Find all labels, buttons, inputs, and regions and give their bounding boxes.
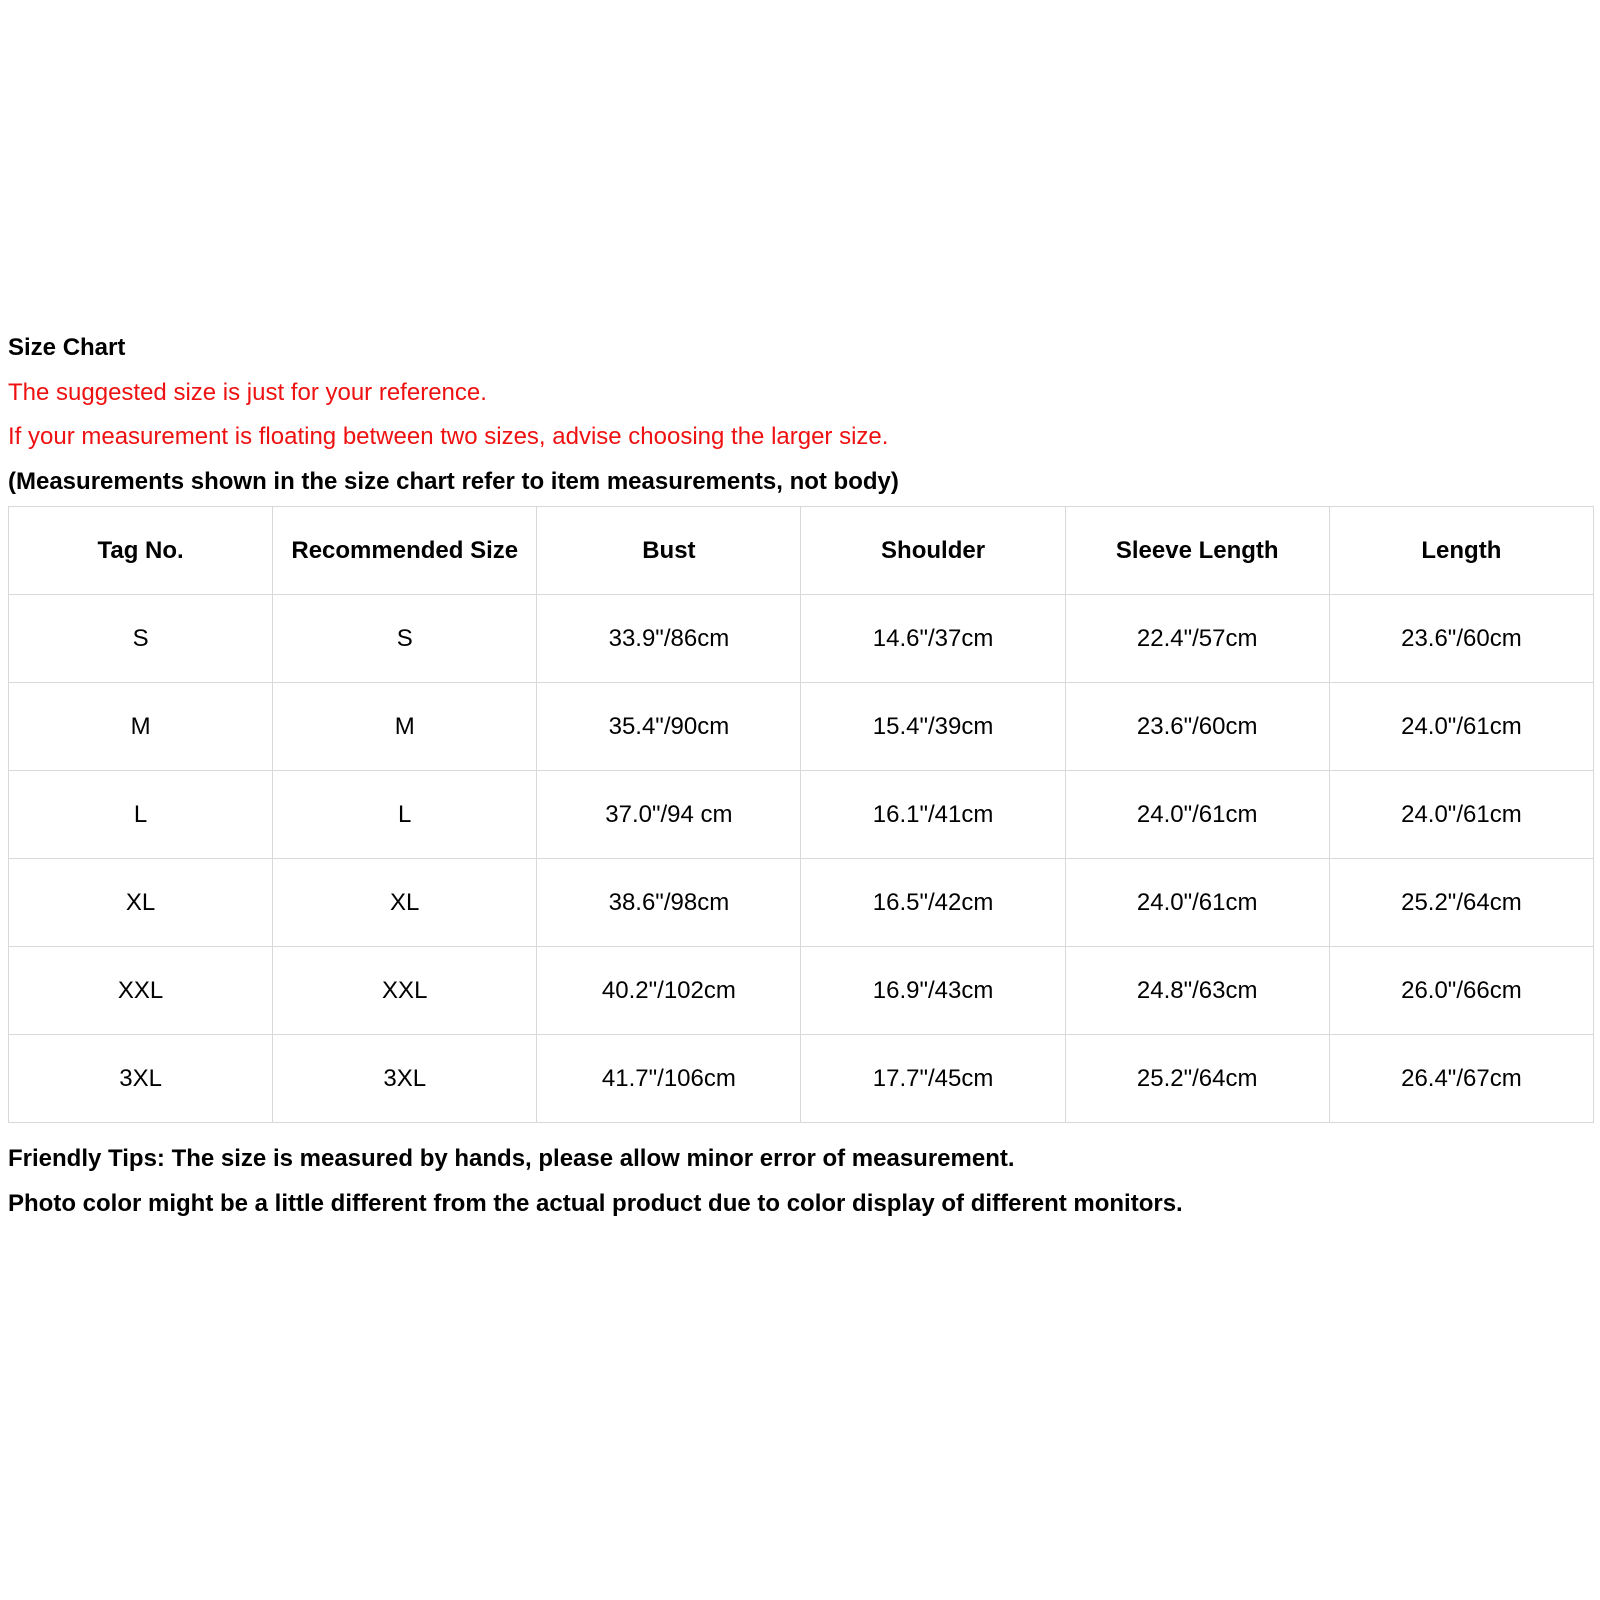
table-cell-tag-no: 3XL bbox=[9, 1035, 273, 1123]
table-cell-sleeve-length: 23.6"/60cm bbox=[1065, 683, 1329, 771]
table-cell-length: 24.0"/61cm bbox=[1329, 683, 1593, 771]
table-cell-bust: 40.2"/102cm bbox=[537, 947, 801, 1035]
table-cell-shoulder: 16.1"/41cm bbox=[801, 771, 1065, 859]
table-cell-length: 24.0"/61cm bbox=[1329, 771, 1593, 859]
larger-size-advice: If your measurement is floating between two sizes, advise choosing the larger size. bbox=[8, 423, 889, 450]
table-cell-tag-no: M bbox=[9, 683, 273, 771]
table-cell-recommended-size: XL bbox=[273, 859, 537, 947]
table-cell-tag-no: L bbox=[9, 771, 273, 859]
measurement-note: (Measurements shown in the size chart refer to item measurements, not body) bbox=[8, 467, 899, 495]
table-cell-length: 25.2"/64cm bbox=[1329, 859, 1593, 947]
reference-note: The suggested size is just for your reference. bbox=[8, 378, 487, 406]
table-cell-recommended-size: M bbox=[273, 683, 537, 771]
table-cell-bust: 37.0"/94 cm bbox=[537, 771, 801, 859]
table-cell-sleeve-length: 25.2"/64cm bbox=[1065, 1035, 1329, 1123]
photo-color-note: Photo color might be a little different from the actual product due to color display of different monitors. bbox=[8, 1189, 1183, 1217]
column-header-shoulder: Shoulder bbox=[801, 507, 1065, 595]
table-row bbox=[9, 1035, 1594, 1123]
size-chart-section bbox=[8, 326, 1598, 1226]
table-cell-recommended-size: XXL bbox=[273, 947, 537, 1035]
table-cell-recommended-size: 3XL bbox=[273, 1035, 537, 1123]
column-header-sleeve-length: Sleeve Length bbox=[1065, 507, 1329, 595]
table-row bbox=[9, 859, 1594, 947]
table-cell-shoulder: 14.6"/37cm bbox=[801, 595, 1065, 683]
table-cell-bust: 35.4"/90cm bbox=[537, 683, 801, 771]
table-row bbox=[9, 595, 1594, 683]
table-row bbox=[9, 683, 1594, 771]
column-header-recommended-size: Recommended Size bbox=[273, 507, 537, 595]
column-header-length: Length bbox=[1329, 507, 1593, 595]
column-header-bust: Bust bbox=[537, 507, 801, 595]
table-cell-tag-no: XL bbox=[9, 859, 273, 947]
table-cell-length: 26.0"/66cm bbox=[1329, 947, 1593, 1035]
table-row bbox=[9, 947, 1594, 1035]
table-cell-bust: 38.6"/98cm bbox=[537, 859, 801, 947]
table-row bbox=[9, 771, 1594, 859]
table-cell-length: 26.4"/67cm bbox=[1329, 1035, 1593, 1123]
table-cell-length: 23.6"/60cm bbox=[1329, 595, 1593, 683]
table-cell-tag-no: XXL bbox=[9, 947, 273, 1035]
column-header-tag-no: Tag No. bbox=[9, 507, 273, 595]
table-cell-recommended-size: L bbox=[273, 771, 537, 859]
table-cell-shoulder: 16.9"/43cm bbox=[801, 947, 1065, 1035]
table-cell-sleeve-length: 24.0"/61cm bbox=[1065, 771, 1329, 859]
table-cell-sleeve-length: 24.0"/61cm bbox=[1065, 859, 1329, 947]
table-cell-shoulder: 17.7"/45cm bbox=[801, 1035, 1065, 1123]
table-cell-tag-no: S bbox=[9, 595, 273, 683]
page-title: Size Chart bbox=[8, 334, 126, 361]
table-cell-shoulder: 15.4"/39cm bbox=[801, 683, 1065, 771]
friendly-tips: Friendly Tips: The size is measured by hands, please allow minor error of measurement. bbox=[8, 1145, 1015, 1172]
table-cell-recommended-size: S bbox=[273, 595, 537, 683]
table-cell-sleeve-length: 24.8"/63cm bbox=[1065, 947, 1329, 1035]
size-table bbox=[8, 506, 1594, 1123]
table-header-row bbox=[9, 507, 1594, 595]
table-cell-bust: 33.9"/86cm bbox=[537, 595, 801, 683]
table-cell-sleeve-length: 22.4"/57cm bbox=[1065, 595, 1329, 683]
table-cell-bust: 41.7"/106cm bbox=[537, 1035, 801, 1123]
table-cell-shoulder: 16.5"/42cm bbox=[801, 859, 1065, 947]
